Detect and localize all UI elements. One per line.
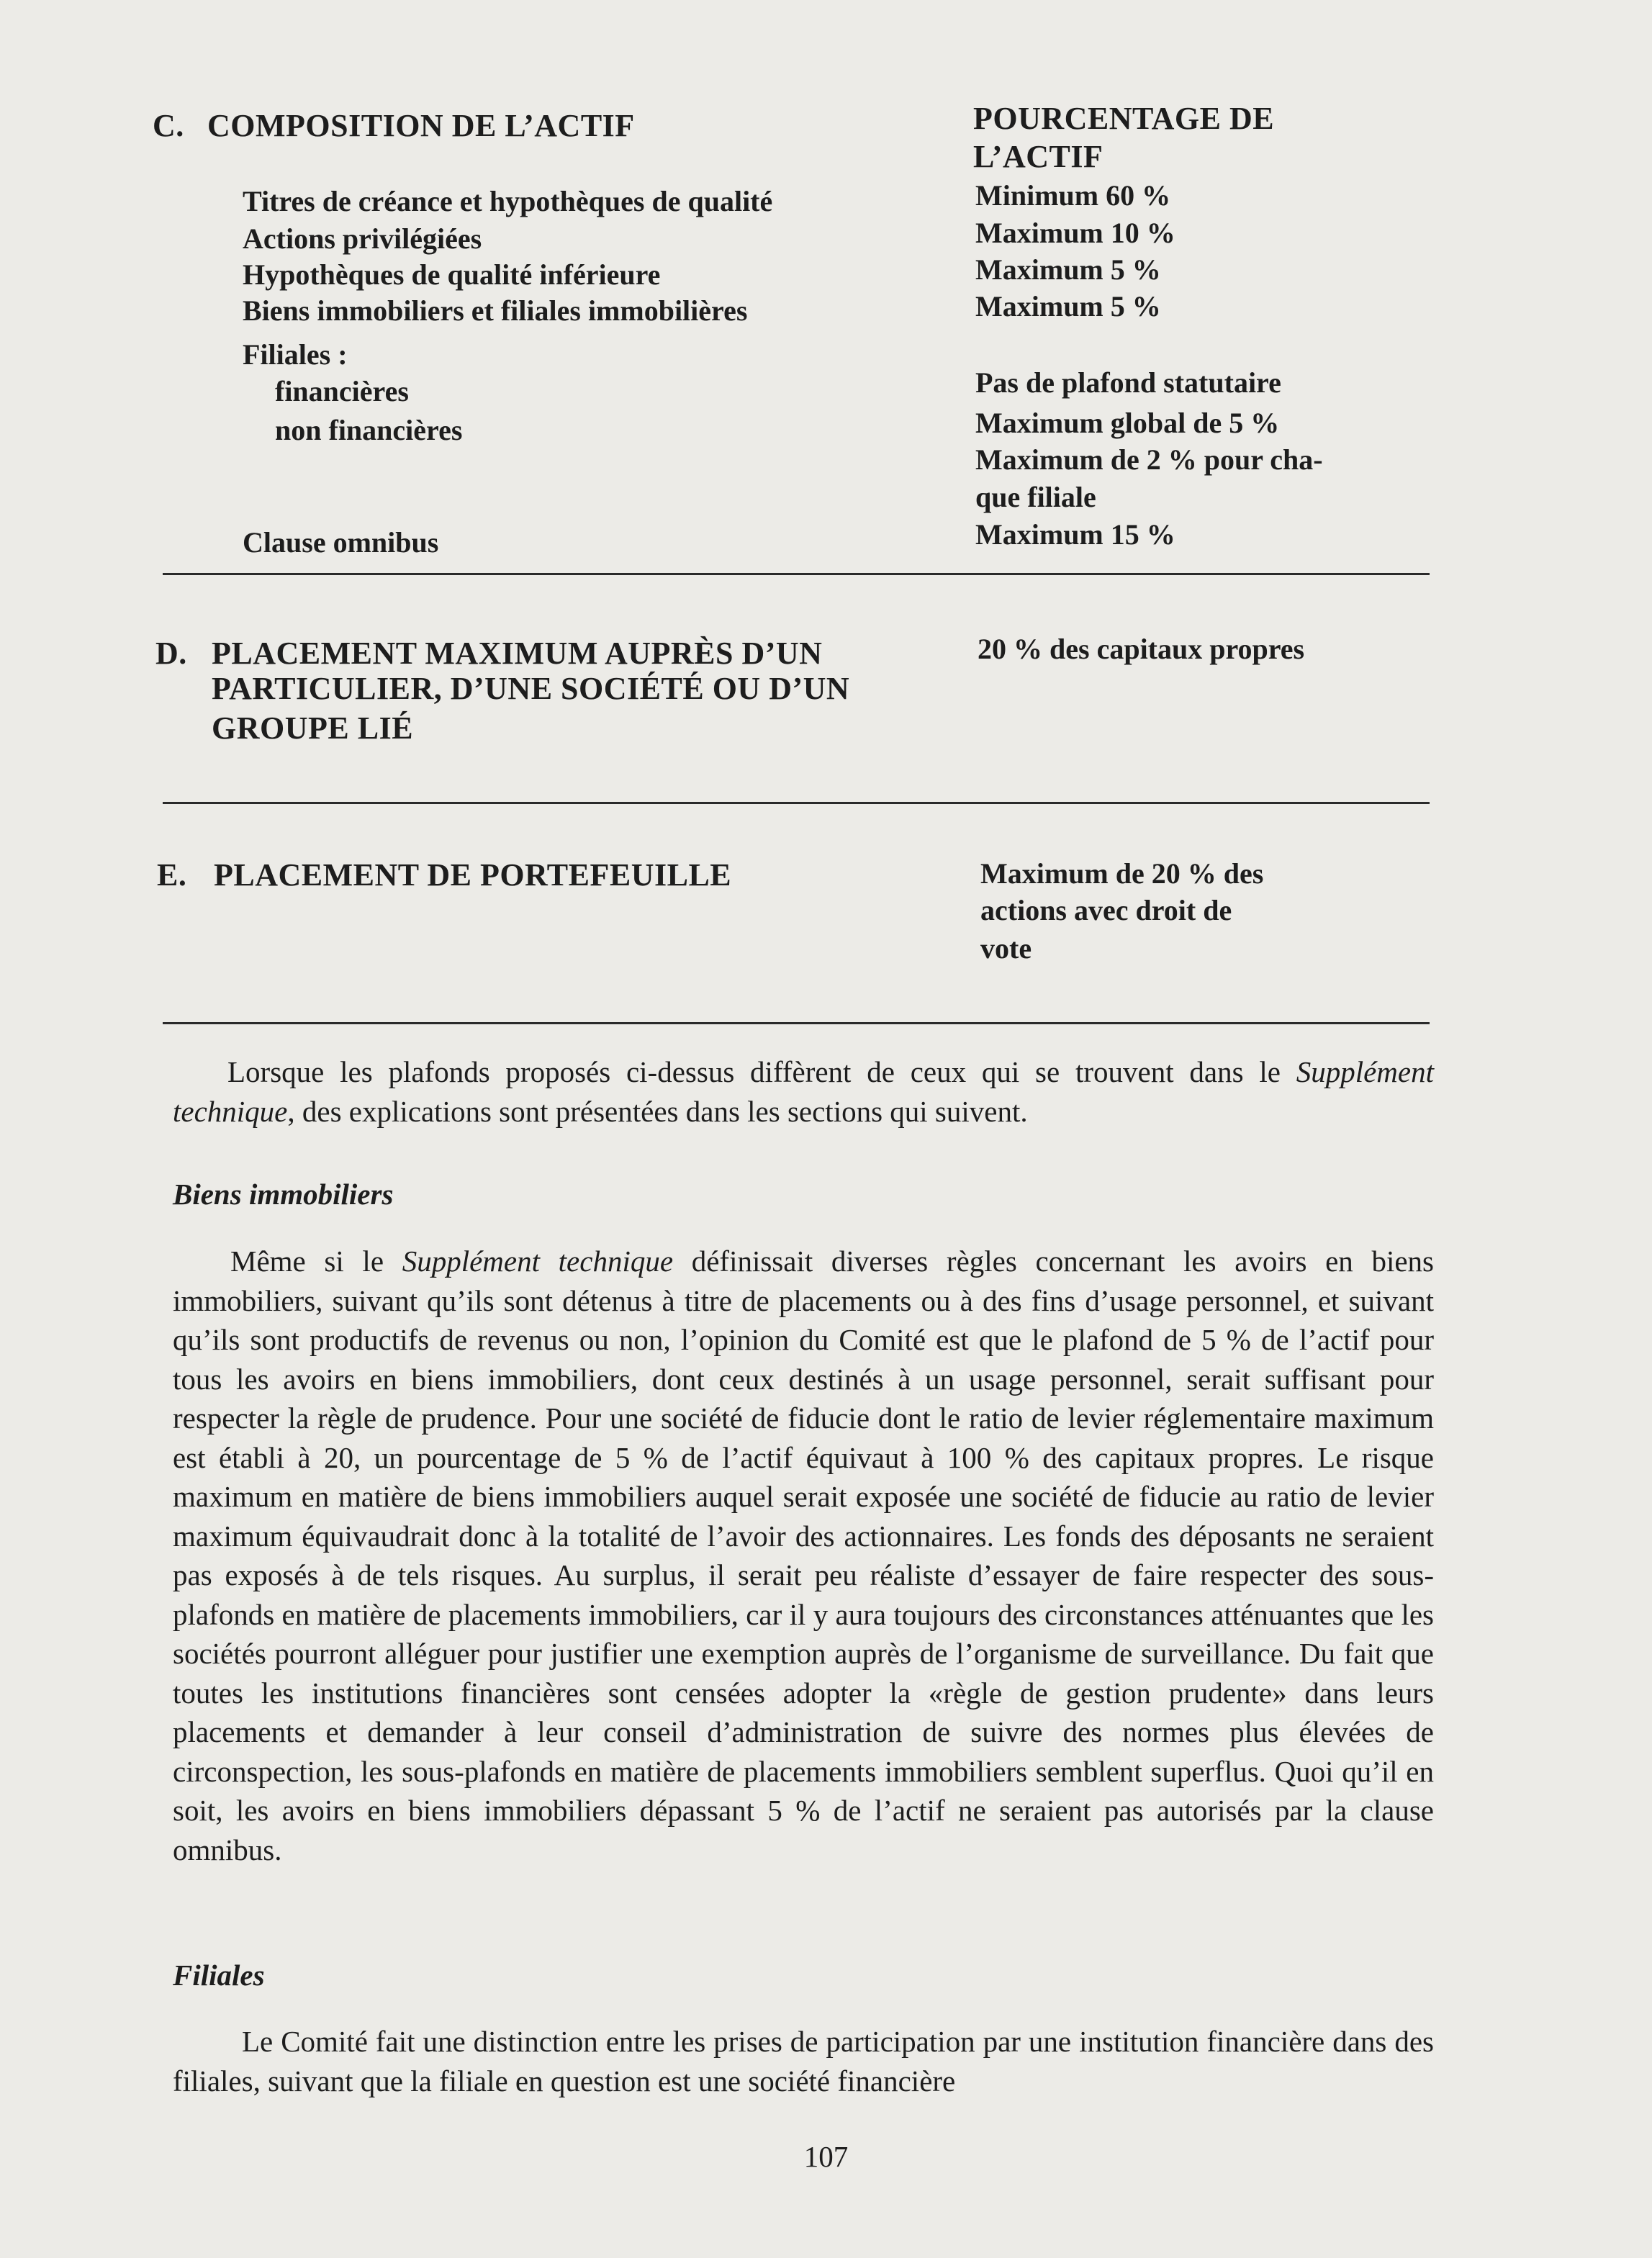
intro-text-start: Lorsque les plafonds proposés ci-dessus diffèrent de ceux qui se trouvent dans le [227, 1055, 1296, 1088]
biens-immobiliers-heading: Biens immobiliers [173, 1178, 394, 1211]
row-label: financières [275, 375, 409, 407]
row-label: non financières [275, 414, 463, 446]
row-value: Maximum 5 % [975, 253, 1161, 286]
row-label: Filiales : [243, 338, 348, 371]
row-label: Titres de créance et hypothèques de qualité [243, 185, 773, 217]
row-label: Biens immobiliers et filiales immobilières [243, 294, 748, 327]
section-e-value-line: vote [980, 932, 1032, 965]
row-value: Maximum 5 % [975, 290, 1161, 322]
section-d-letter: D. [155, 636, 187, 671]
row-label: Actions privilégiées [243, 222, 482, 255]
section-c-col-header-1: POURCENTAGE DE [973, 101, 1275, 136]
row-value: Minimum 60 % [975, 179, 1171, 212]
row-value: Maximum de 2 % pour cha- [975, 443, 1323, 476]
row-value: que filiale [975, 481, 1096, 513]
section-c-col-header-2: L’ACTIF [973, 139, 1103, 174]
row-label: Clause omnibus [243, 526, 439, 559]
section-d-value: 20 % des capitaux propres [978, 633, 1305, 665]
divider-rule [163, 573, 1430, 575]
intro-paragraph [173, 1052, 1434, 1131]
section-d-title-line: PLACEMENT MAXIMUM AUPRÈS D’UN [212, 636, 823, 671]
divider-rule [163, 802, 1430, 804]
filiales-paragraph: Le Comité fait une distinction entre les prises de participation par une institution financière dans des filiales, suivant que la filiale en question est une société financière [173, 2025, 1434, 2097]
section-c-title: COMPOSITION DE L’ACTIF [207, 108, 635, 143]
section-c-letter: C. [153, 108, 184, 143]
page-number: 107 [803, 2140, 849, 2173]
row-value: Maximum 10 % [975, 217, 1175, 249]
row-value: Maximum global de 5 % [975, 407, 1280, 439]
intro-text-end: , des explications sont présentées dans les sections qui suivent. [287, 1094, 1028, 1128]
biens-text-end: définissait diverses règles concernant les avoirs en biens immobiliers, suivant qu’ils sont détenus à titre de placements ou à des fins d’usage personnel, et suivant qu’ils sont productifs de revenus ou non, l’opinion du Comité est que le plafond de 5 % de l’actif pour tous les avoirs en biens immobiliers, dont ceux destinés à un usage personnel, serait suffisant pour respecter la règle de prudence. Pour une société de fiducie dont le ratio de levier réglementaire maximum est établi à 20, un pourcentage de 5 % de l’actif équivaut à 100 % des capitaux propres. Le risque maximum en matière de biens immobiliers auquel serait exposée une société de fiducie au ratio de levier maximum équivaudrait donc à la totalité de l’avoir des actionnaires. Les fonds des déposants ne seraient pas exposés à de tels risques. Au surplus, il serait peu réaliste d’essayer de faire respecter des sous-plafonds en matière de placements immobiliers, car il y aura toujours des circonstances atténuantes que les sociétés pourront alléguer pour justifier une exemption auprès de l’organisme de surveillance. Du fait que toutes les institutions financières sont censées adopter la «règle de gestion prudente» dans leurs placements et demander à leur conseil d’administration de suivre des normes plus élevées de circonspection, les sous-plafonds en matière de placements immobiliers semblent superflus. Quoi qu’il en soit, les avoirs en biens immobiliers dépassant 5 % de l’actif ne seraient pas autorisés par la clause omnibus. [173, 1245, 1435, 1866]
row-value: Pas de plafond statutaire [975, 366, 1281, 399]
biens-italic-title: Supplément technique [402, 1245, 674, 1278]
section-e-value-line: actions avec droit de [980, 894, 1232, 926]
section-e-value-line: Maximum de 20 % des [980, 857, 1264, 890]
divider-rule [163, 1022, 1430, 1024]
row-value: Maximum 15 % [975, 518, 1175, 551]
biens-immobiliers-paragraph [173, 1242, 1434, 1869]
section-e-title: PLACEMENT DE PORTEFEUILLE [214, 857, 732, 893]
biens-text-start: Même si le [230, 1245, 402, 1278]
section-d-title-line: GROUPE LIÉ [212, 710, 414, 746]
section-d-title-line: PARTICULIER, D’UNE SOCIÉTÉ OU D’UN [212, 671, 850, 706]
intro-italic-title: Supplément technique [173, 1055, 1434, 1128]
section-e-letter: E. [157, 857, 187, 893]
filiales-heading: Filiales [173, 1959, 265, 1992]
row-label: Hypothèques de qualité inférieure [243, 258, 661, 291]
